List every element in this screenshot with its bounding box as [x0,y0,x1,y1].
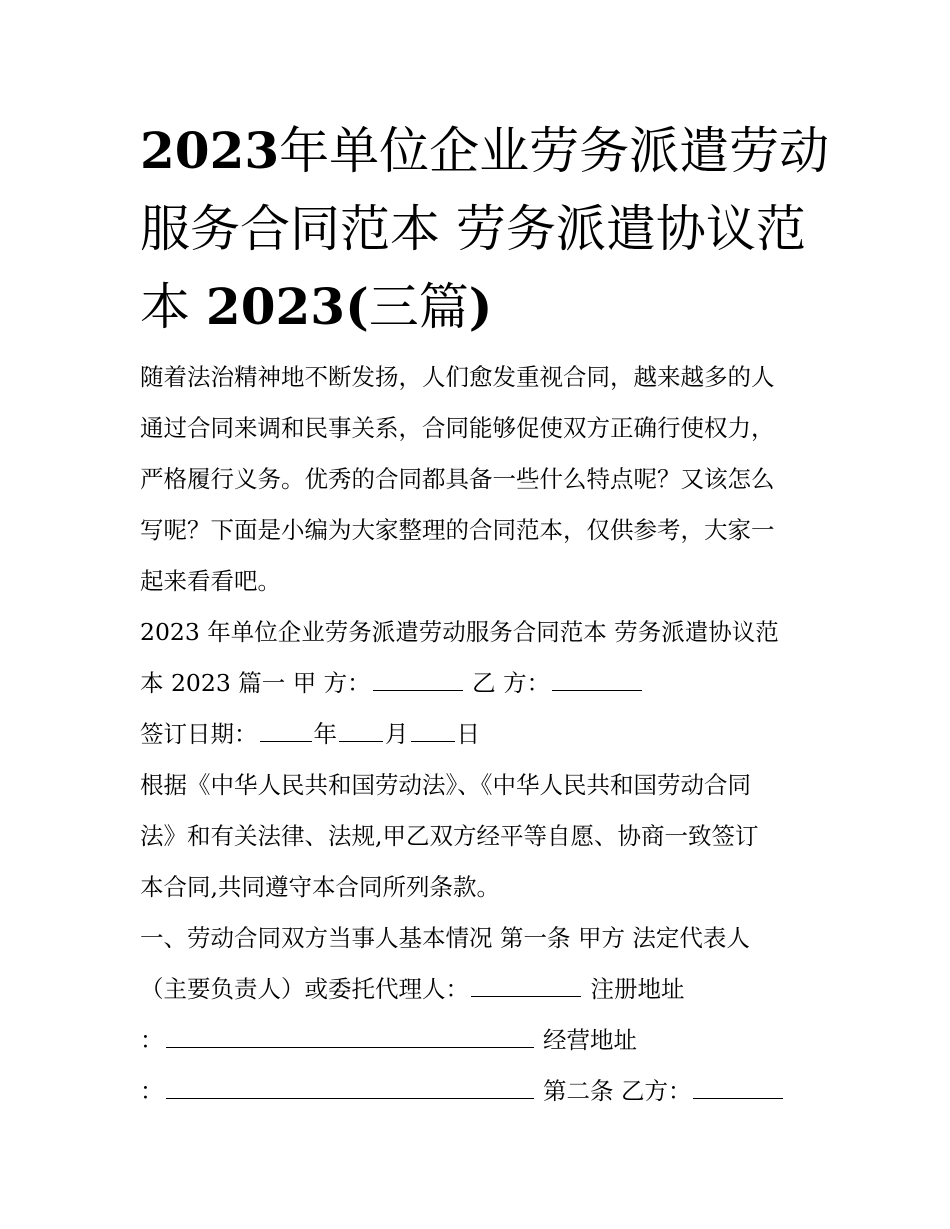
intro-line: 写呢？下面是小编为大家整理的合同范本，仅供参考，大家一 [140,516,775,544]
sign-date-line: 签订日期： 年 月 日 [140,720,480,748]
sign-day-blank[interactable] [411,719,455,742]
intro-line: 通过合同来调和民事关系，合同能够促使双方正确行使权力， [140,414,775,442]
representative-line: （主要负责人）或委托代理人： 注册地址 [140,975,685,1003]
representative-blank[interactable] [471,974,581,997]
title-line-3: 本 2023(三篇) [140,277,493,336]
subtitle-line-2: 本 2023 篇一 甲 方： 乙 方： [140,658,830,709]
registered-address-line: ： 经营地址 [140,1026,637,1054]
subtitle-line-1: 2023 年单位企业劳务派遣劳动服务合同范本 劳务派遣协议范 [140,618,779,646]
title-line-2: 服务合同范本 劳务派遣协议范 [140,200,806,258]
party-b-name-blank[interactable] [693,1076,783,1099]
basis-line: 本合同,共同遵守本合同所列条款。 [140,873,500,901]
business-address-blank[interactable] [166,1076,534,1099]
intro-line: 严格履行义务。优秀的合同都具备一些什么特点呢？又该怎么 [140,465,775,493]
party-a-blank[interactable] [373,668,463,691]
party-b-blank[interactable] [552,668,642,691]
intro-line: 起来看看吧。 [140,567,281,595]
title-line-1: 2023年单位企业劳务派遣劳动 [140,121,830,180]
document-title [140,112,830,346]
section1-heading: 一、劳动合同双方当事人基本情况 第一条 甲方 法定代表人 [140,924,750,952]
document-body [140,352,830,1117]
business-address-line: ： 第二条 乙方： [140,1066,830,1117]
registered-address-blank[interactable] [166,1025,534,1048]
intro-line: 随着法治精神地不断发扬，人们愈发重视合同，越来越多的人 [140,363,775,391]
sign-month-blank[interactable] [339,719,383,742]
basis-line: 根据《中华人民共和国劳动法》、《中华人民共和国劳动合同 [140,771,751,799]
basis-line: 法》和有关法律、法规,甲乙双方经平等自愿、协商一致签订 [140,822,759,850]
sign-year-blank[interactable] [260,719,312,742]
